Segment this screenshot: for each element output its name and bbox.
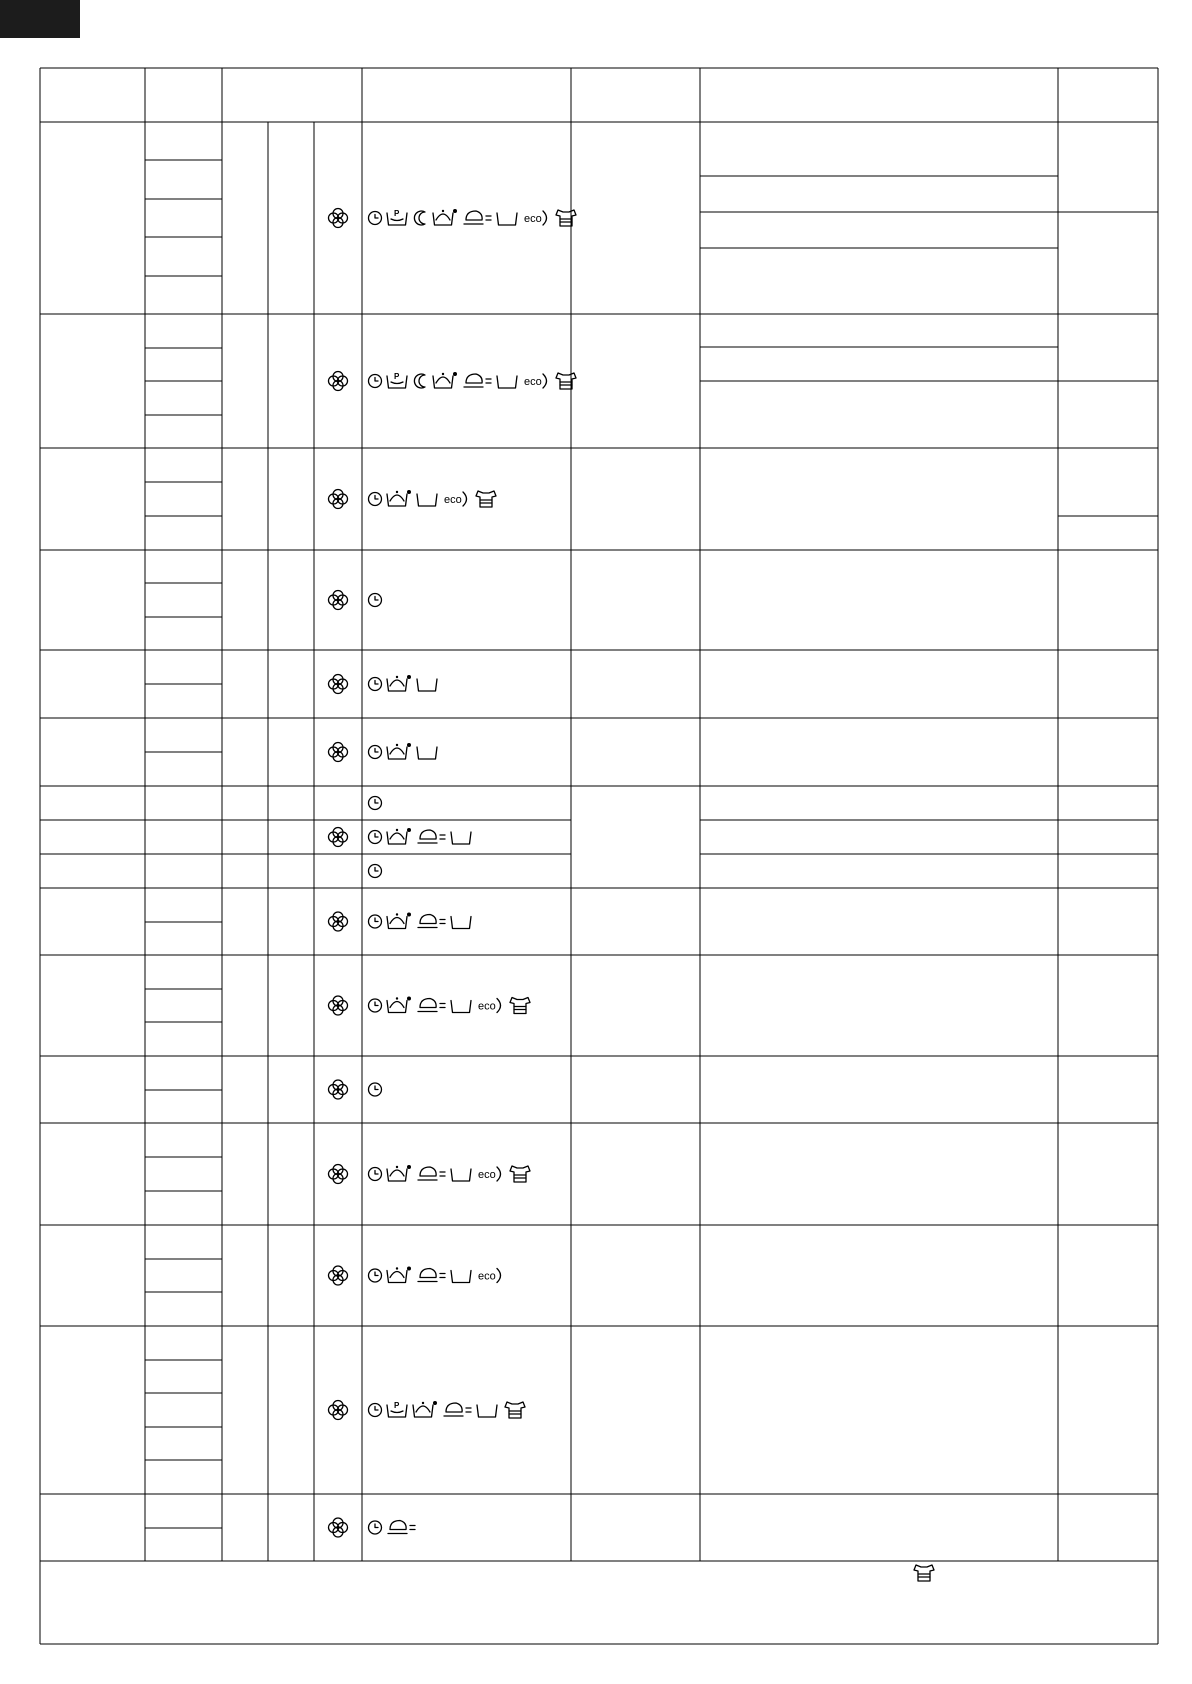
stain-tub-icon <box>387 997 411 1013</box>
clock-icon <box>369 1083 382 1096</box>
clock-icon <box>369 746 382 759</box>
fan-icon <box>329 1401 348 1420</box>
iron-icon <box>464 211 491 224</box>
shirt-icon <box>556 210 576 226</box>
iron-icon <box>418 915 445 928</box>
stain-tub-icon <box>387 675 411 691</box>
fan-icon <box>329 1080 348 1099</box>
rinse-tub-icon <box>451 917 471 929</box>
fan-icon <box>329 675 348 694</box>
clock-icon <box>369 493 382 506</box>
iron-icon <box>418 830 445 843</box>
clock-icon <box>369 831 382 844</box>
rinse-tub-icon <box>497 376 517 388</box>
eco-icon <box>444 492 467 506</box>
clock-icon <box>369 594 382 607</box>
fan-icon <box>329 1165 348 1184</box>
clock-icon <box>369 1404 382 1417</box>
shirt-icon <box>510 998 530 1014</box>
fan-icon <box>329 490 348 509</box>
stain-tub-icon <box>413 1401 437 1417</box>
stain-tub-icon <box>387 490 411 506</box>
stain-tub-icon <box>387 1165 411 1181</box>
fan-icon <box>329 372 348 391</box>
svg-text:eco: eco <box>478 1169 496 1181</box>
clock-icon <box>369 1521 382 1534</box>
page-corner-tab <box>0 0 80 38</box>
fan-icon <box>329 828 348 847</box>
clock-icon <box>369 1168 382 1181</box>
shirt-icon <box>556 373 576 389</box>
stain-tub-icon <box>433 372 457 388</box>
rinse-tub-icon <box>451 1169 471 1181</box>
night-moon-icon <box>414 374 425 388</box>
fan-icon <box>329 209 348 228</box>
svg-text:eco: eco <box>524 376 542 388</box>
stain-tub-icon <box>387 1267 411 1283</box>
eco-icon <box>524 211 547 225</box>
shirt-icon <box>476 491 496 507</box>
shirt-icon <box>914 1565 934 1581</box>
svg-text:eco: eco <box>524 213 542 225</box>
shirt-icon <box>510 1166 530 1182</box>
iron-icon <box>418 1269 445 1282</box>
clock-icon <box>369 915 382 928</box>
stain-tub-icon <box>433 209 457 225</box>
fan-icon <box>329 591 348 610</box>
clock-icon <box>369 375 382 388</box>
eco-icon <box>478 1167 501 1181</box>
rinse-tub-icon <box>417 747 437 759</box>
fan-icon <box>329 1266 348 1285</box>
iron-icon <box>464 374 491 387</box>
rinse-tub-icon <box>451 1271 471 1283</box>
eco-icon <box>524 374 547 388</box>
clock-icon <box>369 797 382 810</box>
clock-icon <box>369 678 382 691</box>
svg-text:P: P <box>394 372 400 381</box>
rinse-tub-icon <box>477 1405 497 1417</box>
svg-text:eco: eco <box>478 1000 496 1013</box>
svg-text:eco: eco <box>444 494 462 506</box>
svg-text:P: P <box>394 209 400 218</box>
svg-text:eco: eco <box>478 1270 496 1283</box>
fan-icon <box>329 743 348 762</box>
rinse-tub-icon <box>451 832 471 844</box>
prewash-tub-icon <box>387 372 407 388</box>
fan-icon <box>329 1518 348 1537</box>
clock-icon <box>369 212 382 225</box>
fan-icon <box>329 996 348 1015</box>
prewash-tub-icon <box>387 1401 407 1417</box>
rinse-tub-icon <box>417 679 437 691</box>
iron-icon <box>418 1167 445 1180</box>
stain-tub-icon <box>387 828 411 844</box>
stain-tub-icon <box>387 913 411 929</box>
stain-tub-icon <box>387 743 411 759</box>
night-moon-icon <box>414 211 425 225</box>
fan-icon <box>329 912 348 931</box>
clock-icon <box>369 1269 382 1282</box>
rinse-tub-icon <box>451 1001 471 1013</box>
iron-icon <box>418 999 445 1012</box>
clock-icon <box>369 865 382 878</box>
iron-icon <box>388 1521 415 1534</box>
table-grid <box>40 68 1158 1644</box>
shirt-icon <box>505 1402 525 1418</box>
eco-icon <box>478 1269 501 1283</box>
rinse-tub-icon <box>417 494 437 506</box>
svg-text:P: P <box>394 1401 400 1410</box>
clock-icon <box>369 999 382 1012</box>
rinse-tub-icon <box>497 213 517 225</box>
eco-icon <box>478 999 501 1013</box>
iron-icon <box>444 1403 471 1416</box>
prewash-tub-icon <box>387 209 407 225</box>
